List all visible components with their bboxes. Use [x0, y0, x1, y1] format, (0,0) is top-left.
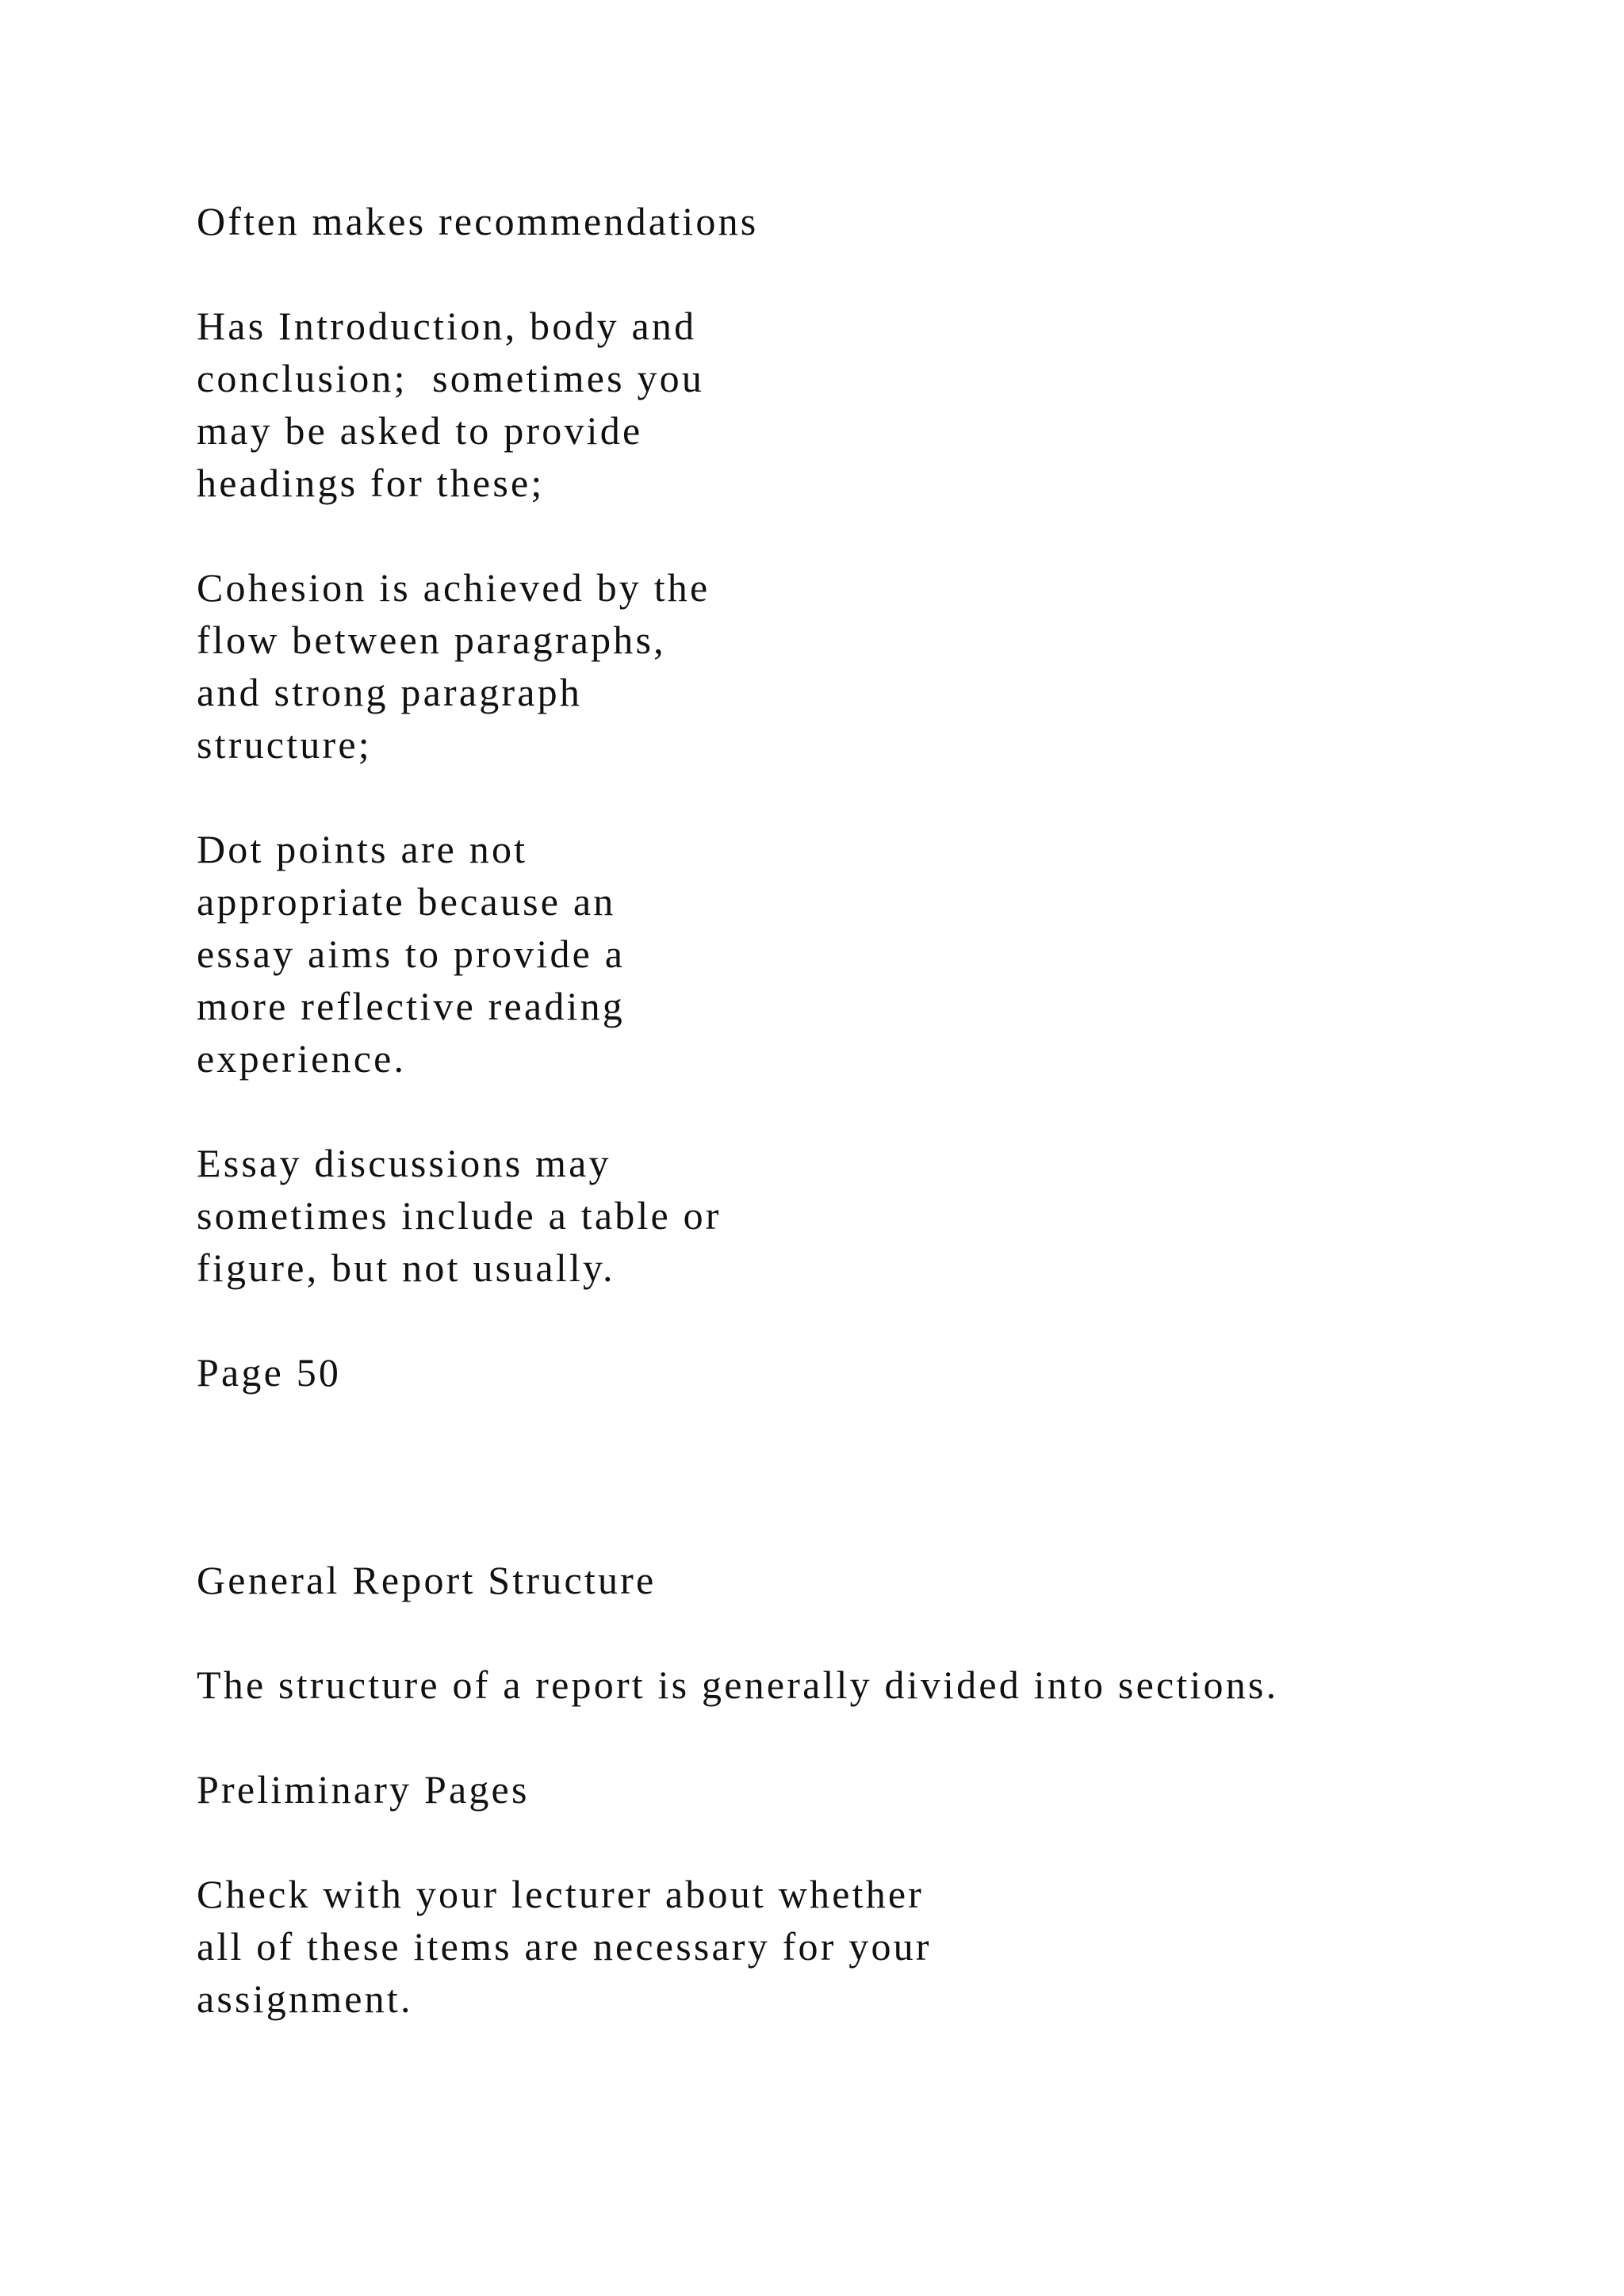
text-line: Cohesion is achieved by the — [197, 565, 710, 610]
text-line: all of these items are necessary for your — [197, 1924, 932, 1969]
page-number: Page 50 — [197, 1350, 342, 1395]
text-line: Dot points are not — [197, 827, 528, 871]
text-line: appropriate because an — [197, 879, 616, 924]
text-line: Has Introduction, body and — [197, 304, 697, 348]
text-line: assignment. — [197, 1976, 413, 2021]
text-line: sometimes include a table or — [197, 1193, 722, 1238]
text-line: structure; — [197, 722, 372, 767]
text-line: Often makes recommendations — [197, 199, 759, 243]
text-line: flow between paragraphs, — [197, 618, 666, 662]
text-line: and strong paragraph — [197, 670, 583, 714]
text-line: may be asked to provide — [197, 408, 643, 453]
section-heading: General Report Structure — [197, 1558, 657, 1602]
text-line: Essay discussions may — [197, 1141, 611, 1185]
text-line: headings for these; — [197, 461, 545, 505]
text-line: The structure of a report is generally divided into sections. — [197, 1663, 1279, 1707]
text-line: more reflective reading — [197, 984, 626, 1028]
text-line: conclusion; sometimes you — [197, 356, 705, 400]
subsection-heading: Preliminary Pages — [197, 1767, 530, 1812]
text-line: figure, but not usually. — [197, 1246, 615, 1290]
text-line: experience. — [197, 1036, 407, 1081]
text-line: Check with your lecturer about whether — [197, 1872, 925, 1916]
text-line: essay aims to provide a — [197, 932, 626, 976]
